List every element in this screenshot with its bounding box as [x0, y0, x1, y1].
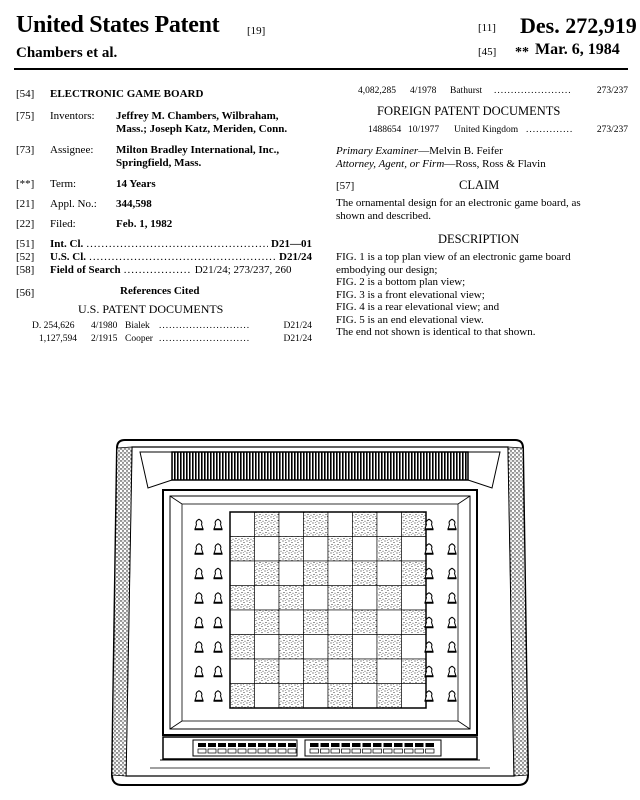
ref-number: 4,082,285 — [358, 86, 396, 96]
appl-no-value: 344,598 — [116, 198, 152, 210]
board-square — [255, 537, 280, 562]
board-square — [402, 561, 427, 586]
ref-name: United Kingdom — [454, 125, 519, 135]
design-title: ELECTRONIC GAME BOARD — [50, 88, 204, 100]
field-of-search-label: Field of Search — [50, 264, 121, 276]
board-square — [255, 586, 280, 611]
inventors-line-2: Mass.; Joseph Katz, Meriden, Conn. — [116, 123, 288, 135]
key — [248, 743, 256, 747]
key — [238, 743, 246, 747]
board-square — [353, 537, 378, 562]
board-square — [328, 512, 353, 537]
description-line: The end not shown is identical to that shown. — [336, 326, 536, 338]
key — [342, 743, 351, 747]
description-line: embodying our design; — [336, 263, 438, 276]
board-square — [279, 512, 304, 537]
references-heading: References Cited — [120, 285, 200, 297]
field-73-ref: [73] — [16, 144, 35, 156]
field-52-ref: [52] — [16, 251, 35, 263]
board-square — [377, 610, 402, 635]
board-square — [353, 561, 378, 586]
key — [198, 743, 206, 747]
number-ref-code: [11] — [478, 22, 496, 34]
patent-number: Des. 272,919 — [520, 13, 637, 38]
board-square — [279, 586, 304, 611]
board-square — [328, 659, 353, 684]
us-docs-heading: U.S. PATENT DOCUMENTS — [78, 302, 224, 316]
key — [405, 743, 414, 747]
board-square — [402, 586, 427, 611]
board-square — [279, 610, 304, 635]
board-square — [230, 659, 255, 684]
board-square — [377, 684, 402, 709]
board-square — [402, 610, 427, 635]
field-of-search-value: D21/24; 273/237, 260 — [194, 264, 292, 276]
field-22-ref: [22] — [16, 218, 35, 230]
ref-class: 273/237 — [596, 86, 628, 96]
key — [426, 743, 435, 747]
board-square — [328, 537, 353, 562]
us-doc-number: 1,127,594 — [39, 334, 77, 344]
key — [415, 743, 424, 747]
board-square — [377, 586, 402, 611]
description-line: FIG. 3 is a front elevational view; — [336, 288, 485, 301]
ref-date: 4/1978 — [410, 86, 437, 96]
us-doc-class: D21/24 — [283, 321, 312, 331]
board-square — [230, 512, 255, 537]
attorney-label: Attorney, Agent, or Firm — [336, 158, 445, 170]
title-ref-code: [19] — [247, 25, 266, 37]
board-square — [255, 512, 280, 537]
int-cl-label: Int. Cl. — [50, 238, 84, 250]
board-square — [230, 537, 255, 562]
board-square — [304, 610, 329, 635]
term-value: 14 Years — [116, 178, 156, 190]
inventors-label: Inventors: — [50, 110, 95, 122]
board-square — [279, 659, 304, 684]
ref-date: 10/1977 — [408, 125, 440, 135]
key — [331, 743, 340, 747]
key — [218, 743, 226, 747]
us-doc-date: 2/1915 — [91, 334, 118, 344]
board-square — [377, 561, 402, 586]
board-square — [230, 561, 255, 586]
board-square — [353, 659, 378, 684]
board-square — [377, 512, 402, 537]
board-square — [377, 635, 402, 660]
board-square — [255, 561, 280, 586]
inventor-short: Chambers et al. — [16, 45, 118, 61]
description-line: FIG. 4 is a rear elevational view; and — [336, 301, 500, 313]
board-square — [304, 512, 329, 537]
board-square — [230, 610, 255, 635]
key — [258, 743, 266, 747]
key — [373, 743, 382, 747]
board-square — [353, 586, 378, 611]
key — [394, 743, 403, 747]
board-square — [279, 561, 304, 586]
key — [352, 743, 361, 747]
patent-office-title: United States Patent — [16, 12, 220, 38]
assignee-line-2: Springfield, Mass. — [116, 157, 202, 169]
issue-date: Mar. 6, 1984 — [535, 41, 620, 58]
key — [384, 743, 393, 747]
board-square — [353, 635, 378, 660]
field-57-ref: [57] — [336, 180, 355, 192]
field-54-ref: [54] — [16, 88, 35, 100]
filed-label: Filed: — [50, 218, 76, 230]
board-square — [279, 684, 304, 709]
board-square — [304, 659, 329, 684]
board-square — [328, 635, 353, 660]
key — [278, 743, 286, 747]
board-square — [402, 659, 427, 684]
board-square — [230, 684, 255, 709]
ref-class: 273/237 — [596, 125, 628, 135]
field-56-ref: [56] — [16, 287, 35, 299]
board-square — [255, 635, 280, 660]
board-square — [328, 684, 353, 709]
inventors-line-1: Jeffrey M. Chambers, Wilbraham, — [116, 110, 279, 122]
board-square — [402, 537, 427, 562]
field-75-ref: [75] — [16, 110, 35, 122]
us-doc-number: D. 254,626 — [32, 321, 75, 331]
assignee-label: Assignee: — [50, 144, 94, 156]
examiner-name: —Melvin B. Feifer — [418, 145, 503, 157]
key — [268, 743, 276, 747]
board-square — [353, 512, 378, 537]
key — [310, 743, 319, 747]
board-square — [328, 561, 353, 586]
term-label: Term: — [50, 178, 77, 190]
board-square — [328, 586, 353, 611]
attorney-name: —Ross, Ross & Flavin — [444, 158, 546, 170]
key — [208, 743, 216, 747]
us-doc-date: 4/1980 — [91, 321, 118, 331]
us-doc-name: Cooper — [125, 334, 153, 344]
description-line: FIG. 1 is a top plan view of an electronic game board — [336, 251, 571, 263]
field-21-ref: [21] — [16, 198, 35, 210]
us-doc-name: Bialek — [125, 321, 150, 331]
board-square — [402, 684, 427, 709]
speaker-grille — [172, 452, 468, 480]
board-square — [353, 610, 378, 635]
board-square — [279, 635, 304, 660]
description-line: FIG. 2 is a bottom plan view; — [336, 276, 466, 288]
date-mark: ** — [515, 45, 529, 60]
board-square — [328, 610, 353, 635]
claim-line-1: The ornamental design for an electronic game board, as — [336, 197, 581, 209]
board-square — [353, 684, 378, 709]
claim-heading: CLAIM — [459, 178, 500, 192]
key — [363, 743, 372, 747]
board-square — [377, 659, 402, 684]
filed-value: Feb. 1, 1982 — [116, 218, 173, 230]
ref-number: 1488654 — [368, 125, 402, 135]
claim-line-2: shown and described. — [336, 210, 432, 222]
board-square — [304, 537, 329, 562]
description-line: FIG. 5 is an end elevational view. — [336, 313, 484, 326]
board-square — [255, 659, 280, 684]
field-51-ref: [51] — [16, 238, 35, 250]
key — [288, 743, 296, 747]
board-square — [377, 537, 402, 562]
control-panel-left — [193, 740, 297, 756]
board-square — [402, 512, 427, 537]
board-square — [230, 586, 255, 611]
field-term-ref: [**] — [16, 178, 35, 190]
board-square — [255, 684, 280, 709]
board-square — [255, 610, 280, 635]
control-panel-right — [305, 740, 441, 756]
board-square — [230, 635, 255, 660]
key — [321, 743, 330, 747]
date-ref-code: [45] — [478, 46, 497, 58]
board-square — [304, 586, 329, 611]
board-square — [402, 635, 427, 660]
board-square — [304, 561, 329, 586]
assignee-line-1: Milton Bradley International, Inc., — [116, 144, 280, 156]
us-doc-class: D21/24 — [283, 334, 312, 344]
description-heading: DESCRIPTION — [438, 232, 520, 246]
key — [228, 743, 236, 747]
board-square — [304, 684, 329, 709]
ref-name: Bathurst — [450, 86, 483, 96]
chessboard — [230, 512, 426, 708]
board-square — [304, 635, 329, 660]
appl-no-label: Appl. No.: — [50, 198, 97, 210]
examiner-label: Primary Examiner — [336, 145, 419, 157]
us-cl-value: D21/24 — [279, 251, 312, 263]
foreign-docs-heading: FOREIGN PATENT DOCUMENTS — [377, 104, 561, 118]
board-square — [279, 537, 304, 562]
us-cl-label: U.S. Cl. — [50, 251, 87, 263]
int-cl-value: D21—01 — [271, 238, 312, 250]
field-58-ref: [58] — [16, 264, 35, 276]
